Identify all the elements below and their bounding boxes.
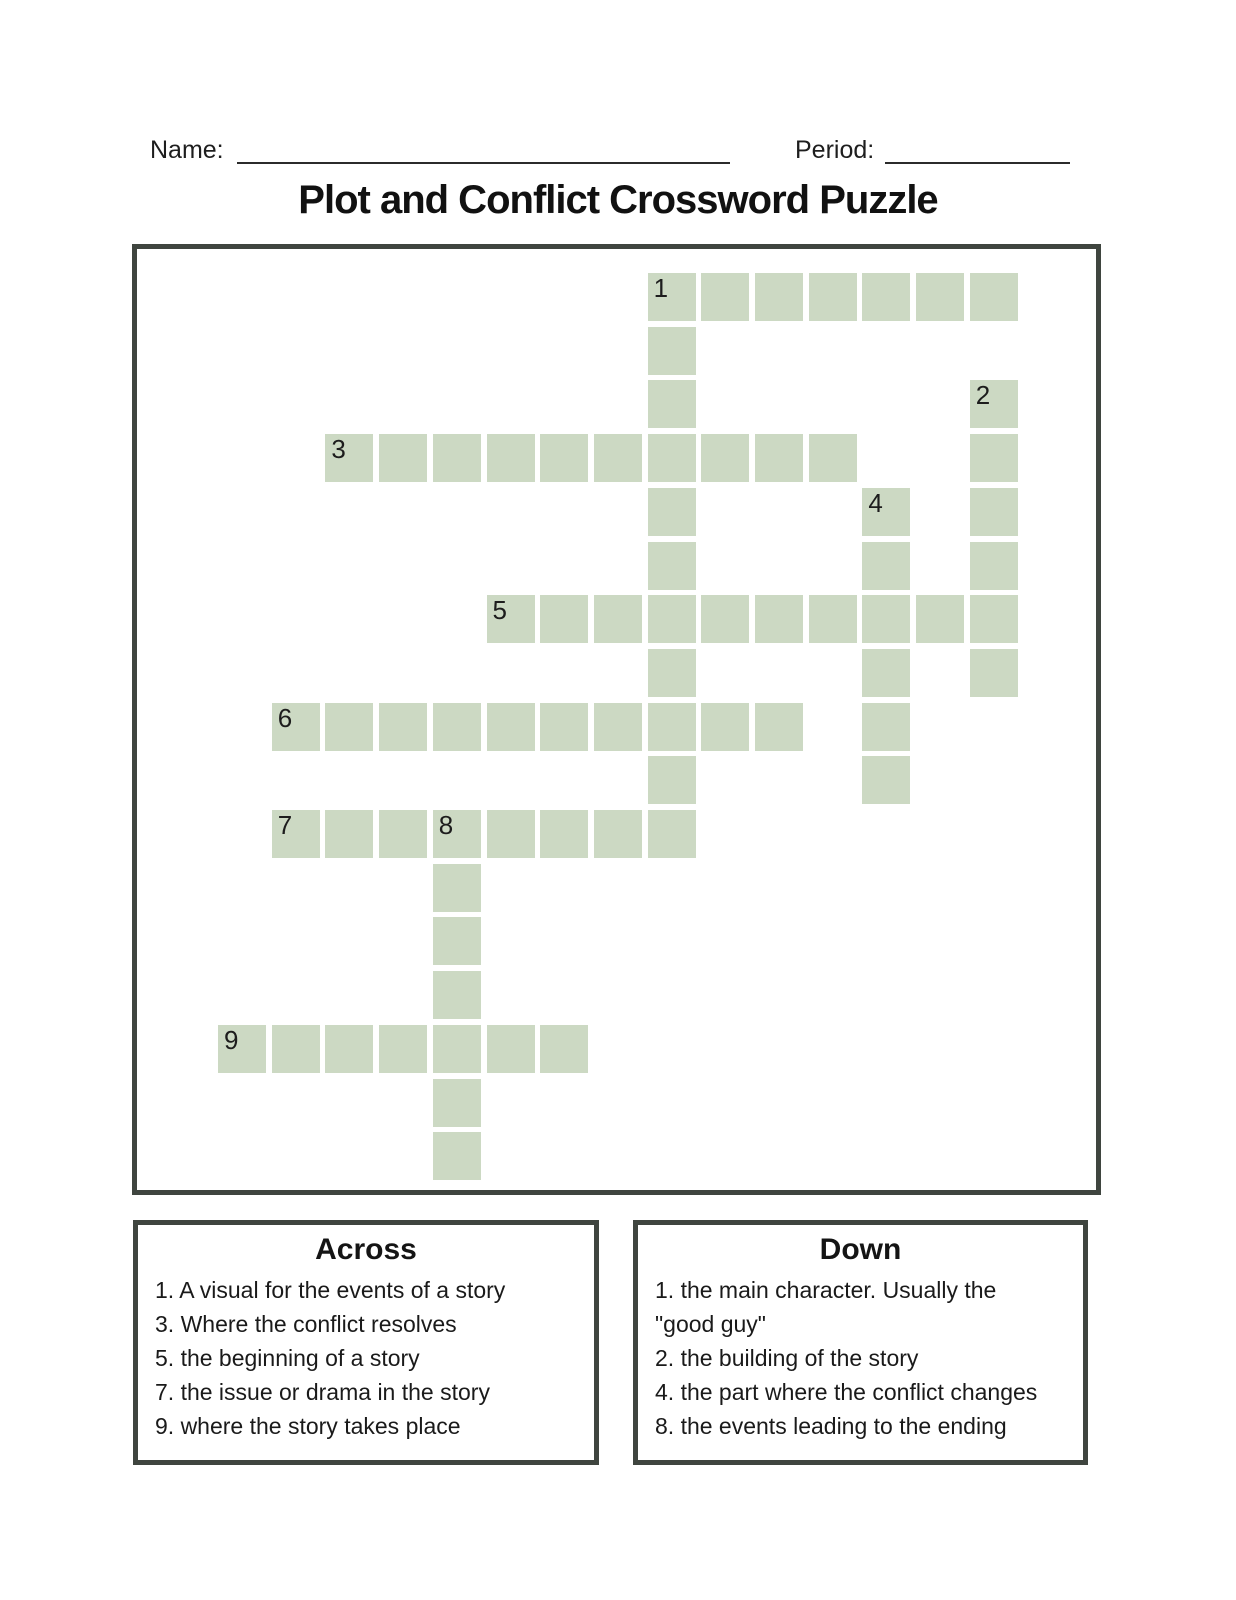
grid-cell[interactable] xyxy=(970,595,1018,643)
cell-number: 9 xyxy=(224,1024,239,1055)
down-clue-2: 2. the building of the story xyxy=(655,1345,919,1371)
grid-cell[interactable] xyxy=(648,595,696,643)
grid-cell[interactable] xyxy=(862,542,910,590)
grid-cell[interactable] xyxy=(325,703,373,751)
grid-cell[interactable] xyxy=(540,703,588,751)
grid-cell[interactable] xyxy=(648,703,696,751)
down-clue-1-continued: "good guy" xyxy=(655,1311,766,1337)
grid-cell[interactable] xyxy=(487,434,535,482)
crossword-grid xyxy=(132,244,1101,1195)
cell-number: 1 xyxy=(653,273,669,303)
grid-cell[interactable] xyxy=(433,971,481,1019)
grid-cell-9[interactable] xyxy=(218,1025,266,1073)
cell-number: 5 xyxy=(492,595,507,626)
grid-cell[interactable] xyxy=(540,595,588,643)
across-clue-list xyxy=(138,1273,594,1443)
grid-cell[interactable] xyxy=(701,703,749,751)
grid-cell[interactable] xyxy=(755,273,803,321)
grid-cell[interactable] xyxy=(701,595,749,643)
grid-cell-7[interactable] xyxy=(272,810,320,858)
cell-number: 4 xyxy=(868,487,883,518)
across-clue-5: 5. the beginning of a story xyxy=(155,1345,420,1371)
grid-cell[interactable] xyxy=(862,649,910,697)
grid-cell-3[interactable] xyxy=(325,434,373,482)
grid-cell[interactable] xyxy=(648,810,696,858)
grid-cell[interactable] xyxy=(809,595,857,643)
cell-number: 2 xyxy=(975,380,991,411)
grid-cell[interactable] xyxy=(970,488,1018,536)
grid-cell-8[interactable] xyxy=(433,810,481,858)
grid-cell[interactable] xyxy=(379,703,427,751)
grid-cell[interactable] xyxy=(540,1025,588,1073)
grid-cell[interactable] xyxy=(325,1025,373,1073)
grid-cell[interactable] xyxy=(433,917,481,965)
grid-cell[interactable] xyxy=(433,703,481,751)
across-clue-1: 1. A visual for the events of a story xyxy=(155,1277,506,1303)
grid-cell[interactable] xyxy=(648,649,696,697)
across-clue-7: 7. the issue or drama in the story xyxy=(155,1379,490,1405)
grid-cell[interactable] xyxy=(594,434,642,482)
grid-cell[interactable] xyxy=(648,542,696,590)
down-clue-8: 8. the events leading to the ending xyxy=(655,1413,1007,1439)
grid-cell-5[interactable] xyxy=(487,595,535,643)
grid-cell[interactable] xyxy=(862,273,910,321)
grid-cell[interactable] xyxy=(648,327,696,375)
cell-number: 7 xyxy=(277,810,293,840)
down-title: Down xyxy=(819,1233,902,1266)
grid-cell[interactable] xyxy=(648,380,696,428)
grid-cell[interactable] xyxy=(809,273,857,321)
grid-cell[interactable] xyxy=(433,1079,481,1127)
name-label: Name: xyxy=(150,136,224,164)
grid-cell[interactable] xyxy=(862,595,910,643)
grid-cell[interactable] xyxy=(433,864,481,912)
name-input-line[interactable] xyxy=(237,162,730,164)
grid-cell[interactable] xyxy=(487,703,535,751)
grid-cell[interactable] xyxy=(755,703,803,751)
grid-cell[interactable] xyxy=(809,434,857,482)
across-clue-9: 9. where the story takes place xyxy=(155,1413,461,1439)
grid-cell[interactable] xyxy=(379,810,427,858)
grid-cell[interactable] xyxy=(325,810,373,858)
grid-cell-4[interactable] xyxy=(862,488,910,536)
down-clues-box xyxy=(633,1220,1088,1465)
grid-cell[interactable] xyxy=(916,595,964,643)
grid-cell[interactable] xyxy=(648,488,696,536)
grid-cell[interactable] xyxy=(487,810,535,858)
grid-cell[interactable] xyxy=(594,595,642,643)
grid-cell[interactable] xyxy=(916,273,964,321)
grid-cell[interactable] xyxy=(755,595,803,643)
grid-cell[interactable] xyxy=(862,703,910,751)
grid-cell[interactable] xyxy=(648,756,696,804)
grid-cell-1[interactable] xyxy=(648,273,696,321)
across-clue-3: 3. Where the conflict resolves xyxy=(155,1311,457,1337)
period-label: Period: xyxy=(795,136,875,164)
grid-cell[interactable] xyxy=(970,434,1018,482)
down-clue-4: 4. the part where the conflict changes xyxy=(655,1379,1038,1405)
down-clue-1: 1. the main character. Usually the xyxy=(655,1277,997,1303)
grid-cell[interactable] xyxy=(701,434,749,482)
grid-cell[interactable] xyxy=(594,810,642,858)
cell-number: 8 xyxy=(438,810,454,840)
grid-cell[interactable] xyxy=(433,1025,481,1073)
grid-cell[interactable] xyxy=(540,810,588,858)
across-title: Across xyxy=(315,1233,417,1266)
grid-cell-6[interactable] xyxy=(272,703,320,751)
grid-cell[interactable] xyxy=(970,273,1018,321)
grid-cell[interactable] xyxy=(379,434,427,482)
grid-cell[interactable] xyxy=(970,649,1018,697)
grid-cell[interactable] xyxy=(594,703,642,751)
grid-cell-2[interactable] xyxy=(970,380,1018,428)
down-clue-list xyxy=(638,1273,1083,1443)
grid-cell[interactable] xyxy=(970,542,1018,590)
grid-cell[interactable] xyxy=(540,434,588,482)
grid-cell[interactable] xyxy=(755,434,803,482)
grid-cell[interactable] xyxy=(433,1132,481,1180)
grid-cell[interactable] xyxy=(379,1025,427,1073)
grid-cell[interactable] xyxy=(272,1025,320,1073)
grid-cell[interactable] xyxy=(648,434,696,482)
grid-cell[interactable] xyxy=(701,273,749,321)
page-title: Plot and Conflict Crossword Puzzle xyxy=(298,178,938,222)
cell-number: 6 xyxy=(277,702,293,733)
period-input-line[interactable] xyxy=(885,162,1070,164)
cell-number: 3 xyxy=(331,434,346,465)
across-clues-box xyxy=(133,1220,599,1465)
grid-cell[interactable] xyxy=(487,1025,535,1073)
grid-cell[interactable] xyxy=(862,756,910,804)
grid-cell[interactable] xyxy=(433,434,481,482)
